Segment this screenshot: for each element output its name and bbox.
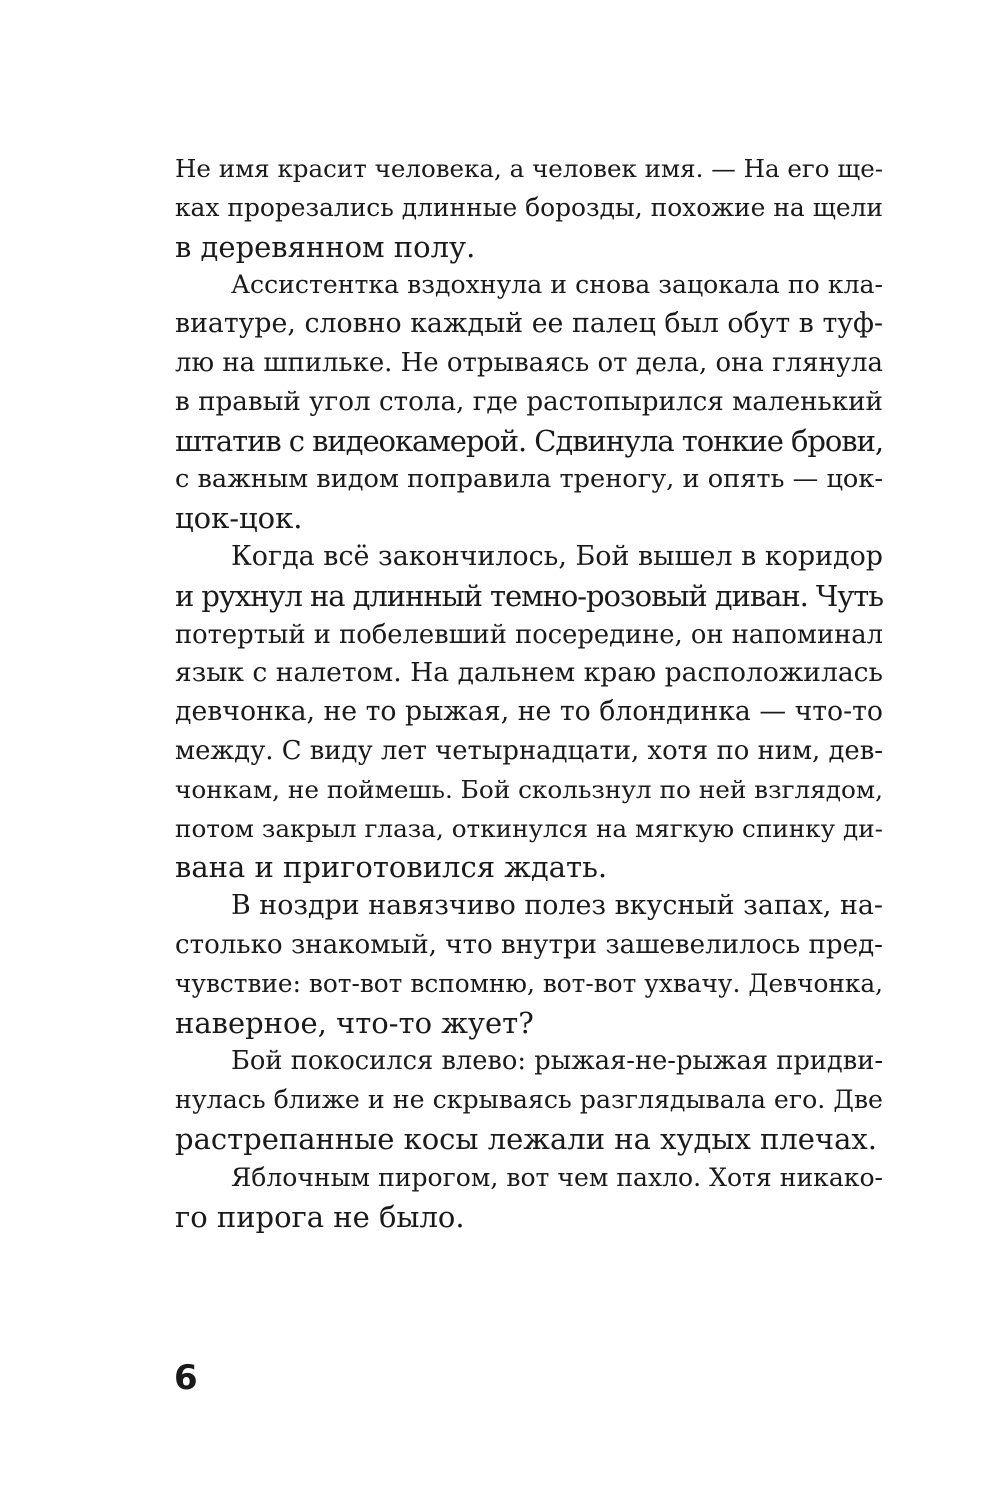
- text-line: лю на шпильке. Не отрываясь от дела, она глянула: [175, 347, 883, 378]
- text-line: цок-цок.: [175, 501, 303, 536]
- text-line: потертый и побелевший посередине, он напоминал: [175, 619, 883, 650]
- text-line: Не имя красит человека, а человек имя. — На его ще-: [175, 154, 883, 183]
- text-line: девчонка, не то рыжая, не то блондинка — что-то: [175, 696, 883, 728]
- text-line: между. С виду лет четырнадцати, хотя по ним, дев-: [175, 735, 883, 766]
- text-line: в деревянном полу.: [175, 229, 476, 264]
- text-line: чувствие: вот-вот вспомню, вот-вот ухвачу. Девчонка,: [175, 968, 883, 998]
- text-line: В ноздри навязчиво полез вкусный запах, на-: [231, 890, 883, 922]
- text-line: го пирога не было.: [175, 1199, 465, 1234]
- text-line: Когда всё закончилось, Бой вышел в коридор: [231, 540, 883, 572]
- text-line: Ассистентка вздохнула и снова зацокала по кла-: [231, 270, 883, 300]
- text-line: виатуре, словно каждый ее палец был обут в туф-: [175, 308, 883, 340]
- text-line: вана и приготовился ждать.: [175, 850, 608, 885]
- text-line: нулась ближе и не скрываясь разглядывала его. Две: [175, 1085, 883, 1115]
- text-line: язык с налетом. На дальнем краю расположилась: [175, 657, 883, 689]
- text-line: Яблочным пирогом, вот чем пахло. Хотя никако-: [231, 1162, 883, 1192]
- text-line: и рухнул на длинный темно-розовый диван. Чуть: [175, 578, 883, 613]
- text-line: штатив с видеокамерой. Сдвинула тонкие брови,: [175, 423, 883, 458]
- text-line: потом закрыл глаза, откинулся на мягкую спинку ди-: [175, 813, 883, 843]
- text-line: наверное, что-то жует?: [175, 1005, 534, 1040]
- text-line: столько знакомый, что внутри зашевелилось пред-: [175, 929, 883, 960]
- body-text: [175, 150, 883, 1236]
- text-line: с важным видом поправила треногу, и опять — цок-: [175, 464, 883, 495]
- text-line: в правый угол стола, где растопырился маленький: [175, 386, 883, 417]
- page-number: 6: [174, 1358, 198, 1398]
- text-line: Бой покосился влево: рыжая-не-рыжая придви-: [231, 1046, 883, 1077]
- text-line: ках прорезались длинные борозды, похожие на щели: [175, 192, 883, 222]
- text-line: чонкам, не поймешь. Бой скользнул по ней взглядом,: [175, 774, 883, 804]
- text-line: растрепанные косы лежали на худых плечах.: [175, 1121, 877, 1156]
